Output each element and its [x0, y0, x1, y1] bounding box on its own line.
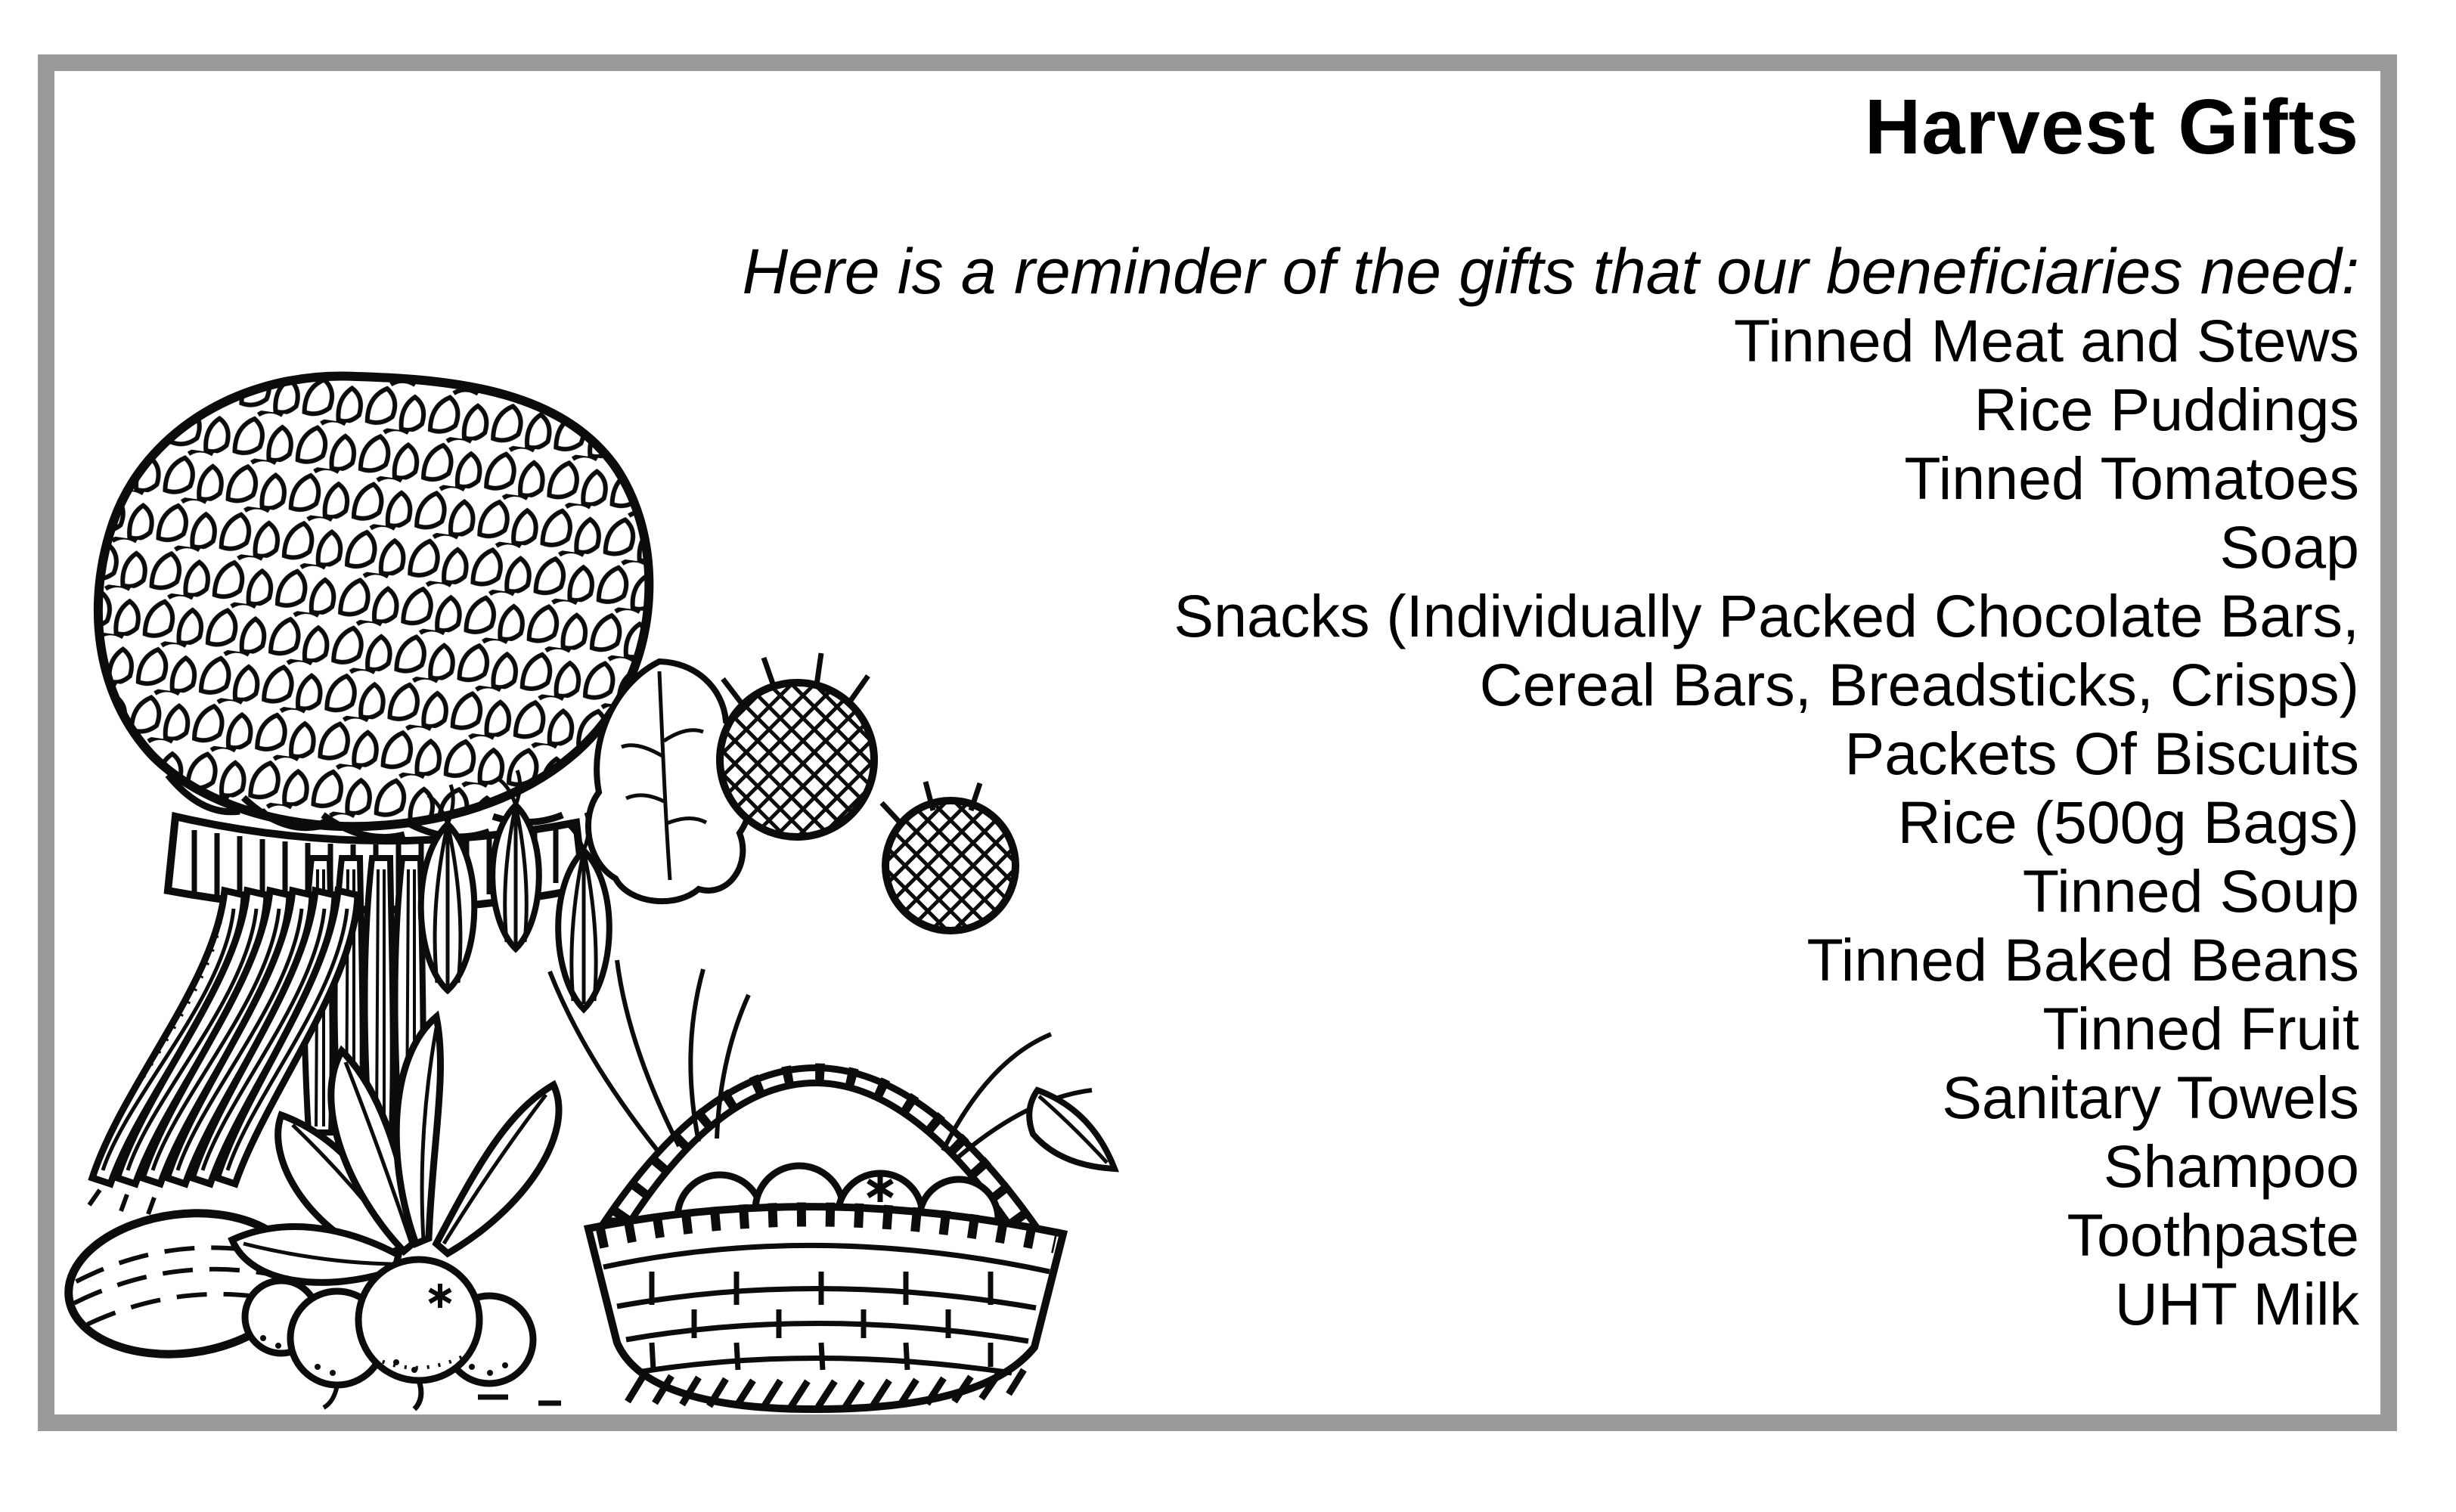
gift-list-line: Rice Puddings	[1974, 376, 2359, 443]
gift-list-line: Tinned Meat and Stews	[1733, 307, 2359, 374]
gift-list-line: Cereal Bars, Breadsticks, Crisps)	[1479, 651, 2359, 718]
gift-list	[54, 306, 2359, 1338]
gift-list-line: Tinned Soup	[2022, 857, 2359, 925]
page-title: Harvest Gifts	[1864, 83, 2359, 170]
gift-list-line: Shampoo	[2103, 1132, 2359, 1200]
gift-list-line: Snacks (Individually Packed Chocolate Bars,	[1174, 582, 2359, 649]
intro-line: Here is a reminder of the gifts that our beneficiaries need:	[742, 236, 2359, 307]
gift-list-line: Sanitary Towels	[1942, 1064, 2359, 1131]
gift-list-line: Tinned Fruit	[2042, 995, 2359, 1062]
gift-list-line: UHT Milk	[2114, 1270, 2359, 1337]
text-column	[54, 71, 2359, 1338]
gift-list-line: Packets Of Biscuits	[1844, 720, 2359, 787]
gift-list-line: Tinned Baked Beans	[1806, 926, 2359, 993]
gift-list-line: Rice (500g Bags)	[1897, 789, 2359, 856]
gift-list-line: Toothpaste	[2067, 1201, 2359, 1269]
gift-list-line: Soap	[2219, 513, 2359, 581]
gift-list-line: Tinned Tomatoes	[1904, 445, 2359, 512]
content-frame	[38, 54, 2397, 1431]
